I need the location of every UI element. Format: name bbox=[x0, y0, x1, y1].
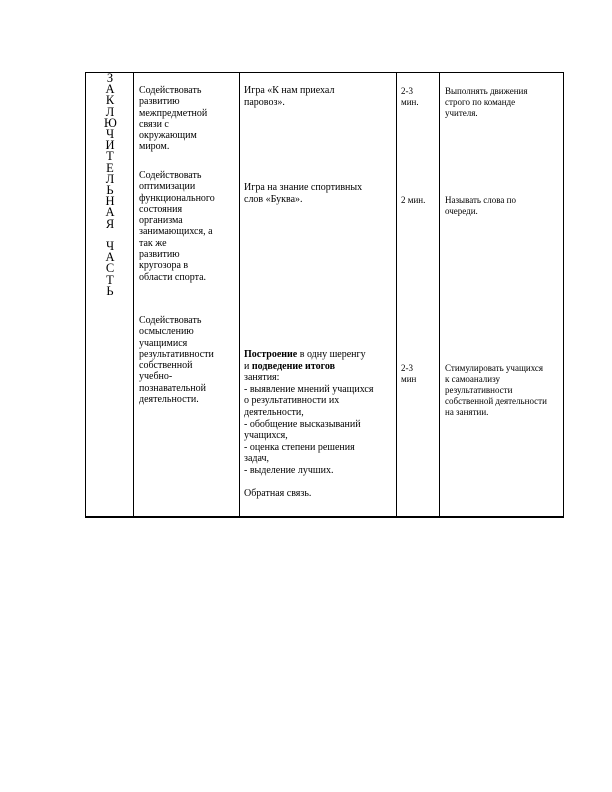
content-line: занятия: bbox=[244, 372, 280, 384]
section-letter: И bbox=[105, 138, 115, 153]
goal-line: функционального bbox=[139, 192, 215, 204]
guidance-line: к самоанализу bbox=[445, 374, 500, 384]
goal-line: миром. bbox=[139, 141, 170, 153]
section-letter: З bbox=[106, 71, 114, 85]
content-line bbox=[244, 361, 394, 373]
section-letter: Л bbox=[105, 171, 115, 186]
goal-cell-2 bbox=[139, 170, 239, 283]
time-line: 2 мин. bbox=[401, 195, 426, 205]
goal-line: развитию bbox=[139, 96, 180, 108]
section-letter: Я bbox=[105, 216, 115, 231]
guidance-line: собственной деятельности bbox=[445, 396, 547, 406]
section-letter: Ч bbox=[105, 127, 115, 142]
time-line: мин bbox=[401, 374, 417, 384]
section-letter: Ь bbox=[106, 183, 114, 198]
column-divider bbox=[239, 73, 240, 516]
content-text: и bbox=[244, 360, 252, 372]
content-line: задач, bbox=[244, 453, 270, 465]
content-line: учащихся, bbox=[244, 430, 288, 442]
content-line: - выделение лучших. bbox=[244, 464, 334, 476]
goal-line: учебно- bbox=[139, 371, 173, 383]
section-letter: А bbox=[105, 250, 115, 265]
guidance-cell-2 bbox=[445, 195, 563, 217]
goal-line: деятельности. bbox=[139, 394, 199, 406]
content-bold: подведение итогов bbox=[251, 360, 336, 372]
content-line bbox=[244, 477, 394, 489]
section-letter: Ь bbox=[106, 283, 114, 298]
section-letter: Ю bbox=[104, 115, 117, 130]
guidance-cell-1 bbox=[445, 86, 563, 119]
content-line bbox=[244, 349, 394, 361]
column-divider bbox=[439, 73, 440, 516]
guidance-cell-3 bbox=[445, 363, 563, 418]
goal-line: учащимися bbox=[139, 337, 188, 349]
content-bold: Построение bbox=[244, 349, 298, 360]
content-cell-1 bbox=[244, 85, 394, 108]
content-line: слов «Буква». bbox=[244, 193, 303, 205]
time-line: мин. bbox=[401, 97, 419, 107]
time-cell-1 bbox=[401, 86, 441, 108]
goal-line: результативности bbox=[139, 348, 214, 360]
lesson-plan-table bbox=[85, 72, 564, 518]
section-letter: Е bbox=[106, 160, 114, 175]
time-line: 2-3 bbox=[401, 363, 413, 373]
section-title-vertical bbox=[104, 73, 116, 297]
goal-line: кругозора в bbox=[139, 260, 189, 272]
section-letter: Ч bbox=[105, 239, 115, 254]
content-line: - обобщение высказываний bbox=[244, 418, 361, 430]
content-text: в одну шеренгу bbox=[297, 349, 366, 360]
content-line: - оценка степени решения bbox=[244, 441, 355, 453]
goal-line: Содействовать bbox=[139, 85, 202, 96]
goal-line: познавательной bbox=[139, 382, 206, 394]
section-letter: Т bbox=[106, 272, 114, 287]
guidance-line: очереди. bbox=[445, 206, 478, 216]
goal-line: Содействовать bbox=[139, 170, 202, 181]
column-divider bbox=[133, 73, 134, 516]
goal-line: развитию bbox=[139, 249, 180, 261]
section-letter: Л bbox=[105, 104, 115, 119]
content-line: деятельности, bbox=[244, 406, 304, 418]
content-line: паровоз». bbox=[244, 96, 285, 108]
guidance-line: на занятии. bbox=[445, 407, 489, 417]
content-line: - выявление мнений учащихся bbox=[244, 383, 374, 395]
goal-line: занимающихся, а bbox=[139, 226, 213, 238]
goal-line: организма bbox=[139, 215, 183, 227]
goal-cell-1 bbox=[139, 85, 239, 153]
time-cell-2 bbox=[401, 195, 441, 206]
section-letter: С bbox=[105, 261, 115, 276]
content-line: Игра «К нам приехал bbox=[244, 85, 335, 96]
content-line: Обратная связь. bbox=[244, 488, 312, 500]
section-letter: А bbox=[105, 205, 115, 220]
section-letter: А bbox=[105, 82, 115, 97]
column-divider bbox=[396, 73, 397, 516]
section-letter: К bbox=[105, 93, 115, 108]
content-cell-2 bbox=[244, 182, 394, 205]
section-letter: Т bbox=[106, 149, 114, 164]
goal-line: оптимизации bbox=[139, 181, 196, 193]
goal-line: так же bbox=[139, 237, 167, 249]
guidance-line: результативности bbox=[445, 385, 513, 395]
guidance-line: Называть слова по bbox=[445, 195, 516, 205]
goal-line: связи с bbox=[139, 118, 169, 130]
goal-line: области спорта. bbox=[139, 271, 207, 283]
time-line: 2-3 bbox=[401, 86, 413, 96]
guidance-line: Выполнять движения bbox=[445, 86, 528, 96]
time-cell-3 bbox=[401, 363, 441, 385]
content-line: Игра на знание спортивных bbox=[244, 182, 363, 193]
goal-cell-3 bbox=[139, 315, 239, 405]
guidance-line: строго по команде bbox=[445, 97, 516, 107]
guidance-line: учителя. bbox=[445, 108, 478, 118]
goal-line: собственной bbox=[139, 360, 193, 372]
content-line: о результативности их bbox=[244, 395, 340, 407]
guidance-line: Стимулировать учащихся bbox=[445, 363, 544, 373]
goal-line: окружающим bbox=[139, 130, 197, 142]
goal-line: осмыслению bbox=[139, 326, 194, 338]
content-cell-3 bbox=[244, 349, 394, 500]
section-letter: Н bbox=[105, 194, 115, 209]
goal-line: межпредметной bbox=[139, 107, 208, 119]
goal-line: состояния bbox=[139, 203, 183, 215]
goal-line: Содействовать bbox=[139, 315, 202, 326]
